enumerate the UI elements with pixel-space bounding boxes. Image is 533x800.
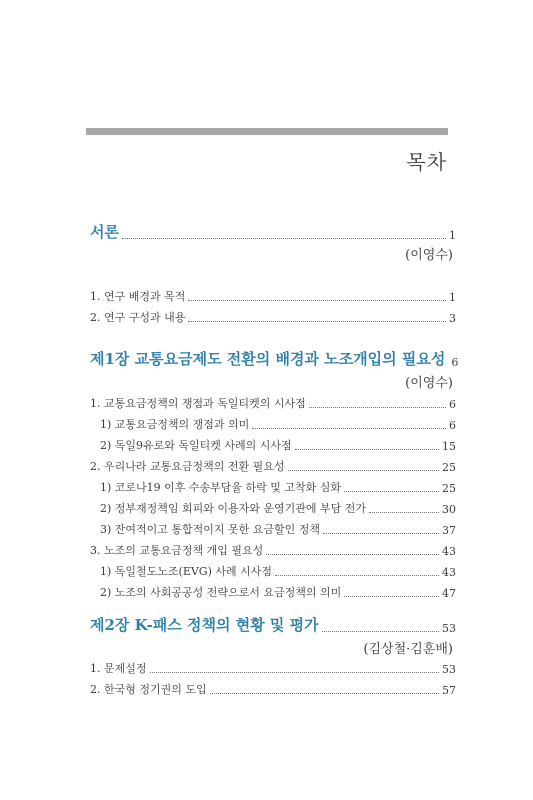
item-label: 2) 노조의 사회공공성 전략으로서 요금정책의 의미: [100, 586, 342, 599]
leader-dots: [323, 533, 439, 534]
leader-dots: [322, 631, 439, 632]
page-number: 30: [442, 503, 456, 516]
item-label: 2. 우리나라 교통요금정책의 전환 필요성: [90, 460, 285, 473]
leader-dots: [266, 554, 439, 555]
page-number: 1: [449, 229, 456, 242]
leader-dots: [369, 512, 439, 513]
leader-dots: [210, 693, 439, 694]
toc-item[interactable]: [90, 681, 456, 697]
toc-item[interactable]: [90, 542, 456, 558]
chapter-title: 제1장 교통요금제도 전환의 배경과 노조개입의 필요성: [90, 350, 446, 368]
leader-dots: [344, 596, 439, 597]
page-number: 25: [442, 482, 456, 495]
toc-subitem[interactable]: [100, 521, 456, 537]
page-title: 목차: [406, 150, 447, 174]
item-label: 1. 교통요금정책의 쟁점과 독일티켓의 시사점: [90, 397, 306, 410]
toc-chapter-1[interactable]: [90, 348, 459, 369]
page-number: 57: [442, 684, 456, 697]
item-label: 2) 정부재정책임 회피와 이용자와 운영기관에 부담 전가: [100, 502, 367, 515]
leader-dots: [344, 491, 439, 492]
page-number: 6: [449, 398, 456, 411]
item-label: 2. 한국형 정기권의 도입: [90, 683, 207, 696]
top-decorative-bar: [86, 128, 448, 135]
page-number: 15: [442, 440, 456, 453]
page-number: 43: [442, 566, 456, 579]
item-label: 1) 코로나19 이후 수송부담율 하락 및 고착화 심화: [100, 481, 342, 494]
page-number: 47: [442, 587, 456, 600]
leader-dots: [150, 672, 440, 673]
chapter-title: 서론: [90, 223, 119, 241]
toc-subitem[interactable]: [100, 584, 456, 600]
toc-item[interactable]: [90, 309, 456, 325]
leader-dots: [188, 321, 446, 322]
toc-subitem[interactable]: [100, 479, 456, 495]
page-number: 3: [449, 312, 456, 325]
page-number: 43: [442, 545, 456, 558]
toc-subitem[interactable]: [100, 563, 456, 579]
chapter-author: (이영수): [405, 248, 453, 263]
item-label: 1. 문제설정: [90, 662, 147, 675]
item-label: 1) 교통요금정책의 쟁점과 의미: [100, 418, 250, 431]
page-number: 53: [442, 622, 456, 635]
leader-dots: [275, 575, 439, 576]
page-number: 37: [442, 524, 456, 537]
page-number: 53: [442, 663, 456, 676]
page-number: 1: [449, 291, 456, 304]
item-label: 3. 노조의 교통요금정책 개입 필요성: [90, 544, 264, 557]
toc-subitem[interactable]: [100, 437, 456, 453]
chapter-title: 제2장 K-패스 정책의 현황 및 평가: [90, 616, 319, 634]
toc-chapter-intro[interactable]: [90, 221, 456, 242]
toc-item[interactable]: [90, 660, 456, 676]
toc-subitem[interactable]: [100, 500, 456, 516]
toc-item[interactable]: [90, 458, 456, 474]
leader-dots: [288, 470, 440, 471]
item-label: 3) 잔여적이고 통합적이지 못한 요금할인 정책: [100, 523, 321, 536]
page-number: 6: [449, 419, 456, 432]
item-label: 1. 연구 배경과 목적: [90, 290, 186, 303]
chapter-author: (이영수): [405, 376, 453, 391]
item-label: 1) 독일철도노조(EVG) 사례 시사점: [100, 565, 273, 578]
toc-chapter-2[interactable]: [90, 614, 456, 635]
item-label: 2. 연구 구성과 내용: [90, 311, 186, 324]
item-label: 2) 독일9유로와 독일티켓 사례의 시사점: [100, 439, 292, 452]
leader-dots: [252, 428, 446, 429]
toc-item[interactable]: [90, 288, 456, 304]
leader-dots: [188, 300, 446, 301]
toc-item[interactable]: [90, 395, 456, 411]
leader-dots: [122, 238, 446, 239]
page-number: 25: [442, 461, 456, 474]
toc-subitem[interactable]: [100, 416, 456, 432]
leader-dots: [295, 449, 439, 450]
chapter-author: (김상철·김훈배): [363, 642, 453, 657]
leader-dots: [309, 407, 446, 408]
page-number: 6: [451, 356, 459, 369]
